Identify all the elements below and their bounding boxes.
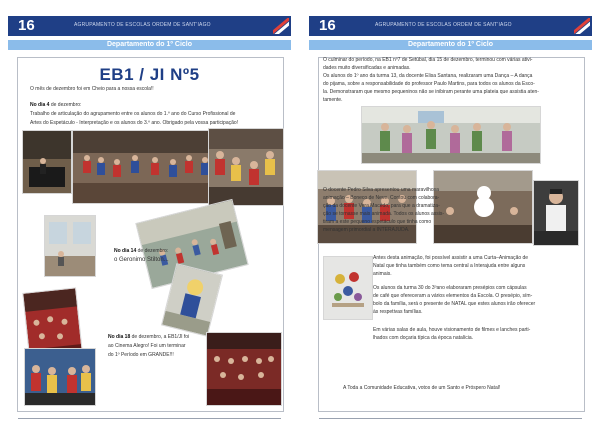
footer: [309, 412, 592, 422]
p2-line6: mensagem primordial a INTERAJUDA.: [323, 227, 410, 233]
page-title: EB1 / JI Nº5: [99, 65, 200, 84]
p2-line5: tiram a este pequeno espetáculo que tinha como: [323, 219, 432, 225]
p2-line1: O docente Pedro Silva apresentou uma maravilhosa: [323, 187, 439, 193]
p4-line1: Os alunos da turma 30 do 3ºano elaboraram presépios com cápsulas: [373, 285, 527, 291]
p5-line2: lhados com doçaria típica da época natalícia.: [373, 335, 474, 341]
photo-snowman-puppet: [433, 170, 533, 244]
page-number: 16: [319, 17, 336, 34]
footer-rule: [319, 418, 582, 419]
dia18-heading: [108, 333, 189, 341]
photo-coffee-capsule-nativity: [323, 256, 373, 320]
p1-line3: Os alunos do 1º ano da turma 13, da docente Elisa Santana, realizaram uma Dança – A dança: [323, 73, 533, 79]
dia18-line3: do 1º Período em GRANDE!!!: [108, 352, 174, 358]
photo-children-seated: [208, 128, 284, 206]
photo-stage-performance: [22, 130, 72, 194]
school-name: AGRUPAMENTO DE ESCOLAS ORDEM DE SANT'IAGO: [375, 22, 512, 28]
flag-icon: [273, 18, 289, 34]
p2-line3: ção da docente Vera Macedo, para que a dramatiza-: [323, 203, 440, 209]
dia4-rest: de dezembro:: [49, 102, 82, 108]
dia18-rest: de dezembro, a EB1/JI foi: [130, 334, 190, 340]
dia4-label: No dia 4: [30, 102, 50, 108]
dia14-heading: [114, 247, 168, 255]
p4-line2: de café que ofereceram a vários elementos da Escola. O presépio, sím-: [373, 293, 533, 299]
dia14-line2: o Geronimo Stilton...: [114, 257, 169, 263]
p2-line4: ção se tornasse mais animada. Todos os alunos assis-: [323, 211, 445, 217]
p1-line2: dades muito diversificadas e animadas.: [323, 65, 411, 71]
photo-classroom: [44, 215, 96, 277]
p4-line4: às respetivas famílias.: [373, 309, 423, 315]
p2-line2: animação – Boneco de Neve. Contou com colabora-: [323, 195, 440, 201]
right-page: [309, 0, 592, 424]
intro-text: O mês de dezembro foi em Cheio para a nossa escola!!: [30, 86, 154, 92]
photo-teacher-snowman: [533, 180, 579, 246]
dia14-label: No dia 14: [114, 248, 137, 254]
dia18-line2: ao Cinema Alegro! Foi um terminar: [108, 343, 186, 349]
school-name: AGRUPAMENTO DE ESCOLAS ORDEM DE SANT'IAGO: [74, 22, 211, 28]
dia4-line1: Trabalho de articulação do agrupamento entre os alunos do 1.º ano do Curso Profissional de: [30, 111, 236, 117]
p3-line3: animais.: [373, 271, 392, 277]
p5-line1: Em várias salas de aula, houve visionamento de filmes e lanches parti-: [373, 327, 531, 333]
flag-icon: [574, 18, 590, 34]
header-bar: [309, 16, 592, 36]
p4-line3: bolo da família, será o presente de NATAL que estes alunos irão oferecer: [373, 301, 536, 307]
p3-line1: Antes desta animação, foi possível assistir a uma Curta–Animação de: [373, 255, 529, 261]
p3-line2: Natal que tinha também como tema central a Interajuda entre alguns: [373, 263, 526, 269]
department-banner: Departamento do 1º Ciclo: [8, 40, 291, 50]
dia14-rest: de dezembro:: [136, 248, 169, 254]
photo-students-auditorium: [72, 130, 224, 204]
photo-pajama-dance: [361, 106, 541, 164]
p1-line5: la. Demonstraram que mesmo pequeninos não se inibiram perante uma plateia que assistia aten-: [323, 89, 539, 95]
p1-line4: do pijama, sobre a responsabilidade do professor Paulo Martins, para todos os alunos da Esco-: [323, 81, 535, 87]
dia18-label: No dia 18: [108, 334, 131, 340]
left-page: [8, 0, 291, 424]
department-banner: Departamento do 1º Ciclo: [309, 40, 592, 50]
footer-rule: [18, 418, 281, 419]
closing-message: A Toda a Comunidade Educativa, votos de um Santo e Próspero Natal!: [343, 385, 501, 391]
page-number: 16: [18, 17, 35, 34]
header-bar: [8, 16, 291, 36]
photo-cinema-seats: [206, 332, 282, 406]
p1-line1: O culminar do período, na EB1 nº7 de Setúbal, dia 15 de dezembro, terminou com várias ativi-: [323, 57, 533, 63]
dia4-line2: Artes do Espetáculo - Interpretação e os alunos do 3.º ano. Obrigado pela vossa participação!: [30, 120, 239, 126]
photo-children-group: [24, 348, 96, 406]
dia4-heading: [30, 101, 81, 109]
p1-line6: tamente.: [323, 97, 343, 103]
footer: [8, 412, 291, 422]
